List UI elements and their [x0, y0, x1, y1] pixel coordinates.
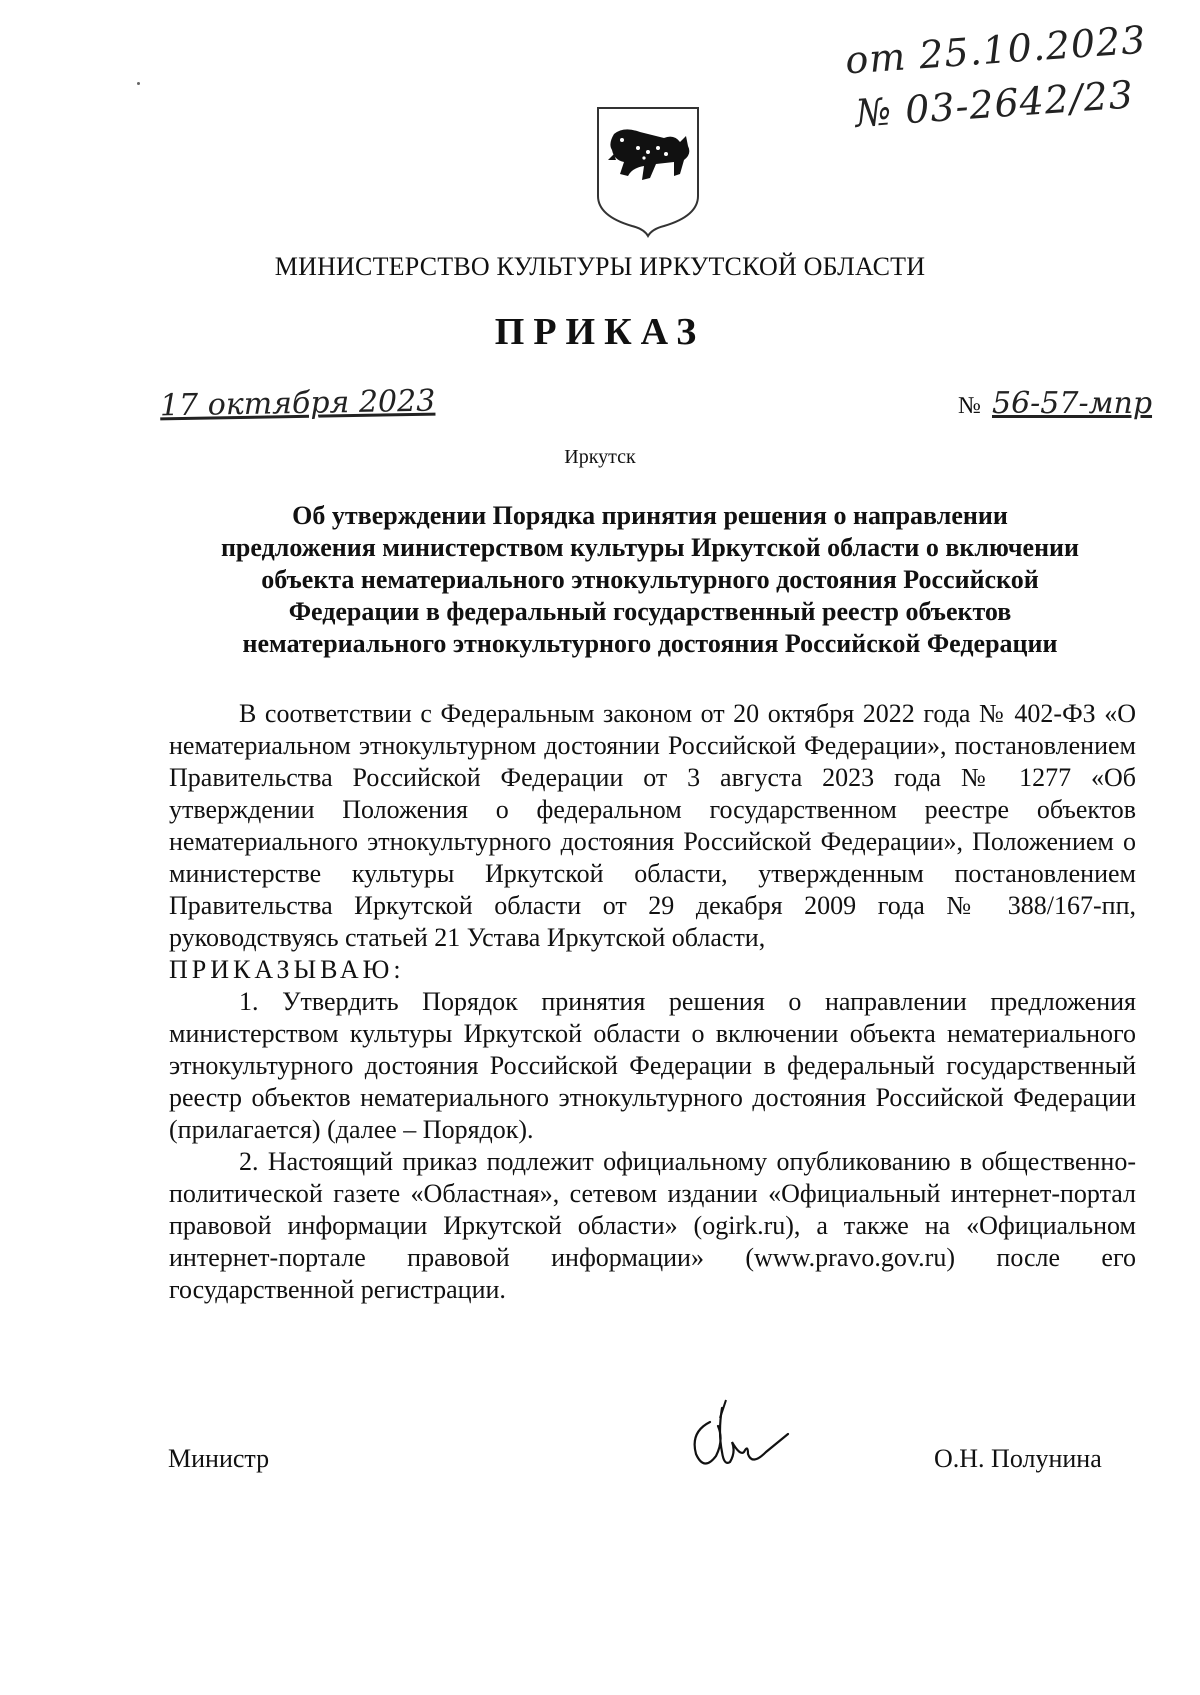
registration-date-handwritten: от 25.10.2023: [843, 17, 1148, 83]
document-type-heading: ПРИКАЗ: [494, 311, 706, 353]
city-name: Иркутск: [564, 446, 636, 468]
document-title: [170, 500, 1130, 660]
title-line: предложения министерством культуры Иркутской области о включении: [220, 533, 1080, 562]
ministry-name: МИНИСТЕРСТВО КУЛЬТУРЫ ИРКУТСКОЙ ОБЛАСТИ: [274, 252, 926, 281]
signature-icon: [670, 1392, 800, 1482]
scan-speck: [137, 82, 140, 85]
title-line: объекта нематериального этнокультурного достояния Российской: [261, 565, 1039, 594]
document-body: [169, 698, 1136, 1306]
order-number-handwritten: 56-57-мпр: [992, 386, 1153, 421]
title-line: нематериального этнокультурного достояния Российской Федерации: [242, 629, 1058, 658]
signatory-name: О.Н. Полунина: [934, 1444, 1102, 1473]
registration-number-handwritten: № 03-2642/23: [853, 72, 1136, 136]
order-keyword: ПРИКАЗЫВАЮ:: [169, 955, 405, 984]
title-line: Федерации в федеральный государственный реестр объектов: [288, 597, 1012, 626]
preamble-paragraph: В соответствии с Федеральным законом от 20 октября 2022 года № 402-ФЗ «О нематериальном этнокультурном достоянии Российской Федерации», постановлением Правительства Российской Федерации от 3 августа 2023 года № 1277 «Об утверждении Положения о федеральном государственном реестре объектов нематериального этнокультурного достояния Российской Федерации», Положением о министерстве культуры Иркутской области, утвержденным постановлением Правительства Иркутской области от 29 декабря 2009 года № 388/167-пп, руководствуясь статьей 21 Устава Иркутской области,: [169, 699, 1136, 952]
coat-of-arms-icon: [594, 104, 702, 238]
order-item-1: 1. Утвердить Порядок принятия решения о направлении предложения министерством культуры Иркутской области о включении объекта нематериального этнокультурного достояния Российской Федерации в федеральный государственный реестр объектов нематериального этнокультурного достояния Российской Федерации (прилагается) (далее – Порядок).: [169, 987, 1136, 1144]
title-line: Об утверждении Порядка принятия решения о направлении: [292, 501, 1008, 530]
signatory-position: Министр: [168, 1444, 270, 1473]
order-number-label: №: [958, 393, 981, 419]
order-item-2: 2. Настоящий приказ подлежит официальному опубликованию в общественно-политической газете «Областная», сетевом издании «Официальный интернет-портал правовой информации Иркутской области» (ogirk.ru), а также на «Официальном интернет-портале правовой информации» (www.pravo.gov.ru) после его государственной регистрации.: [169, 1147, 1136, 1304]
order-date-handwritten: 17 октября 2023: [159, 383, 436, 424]
